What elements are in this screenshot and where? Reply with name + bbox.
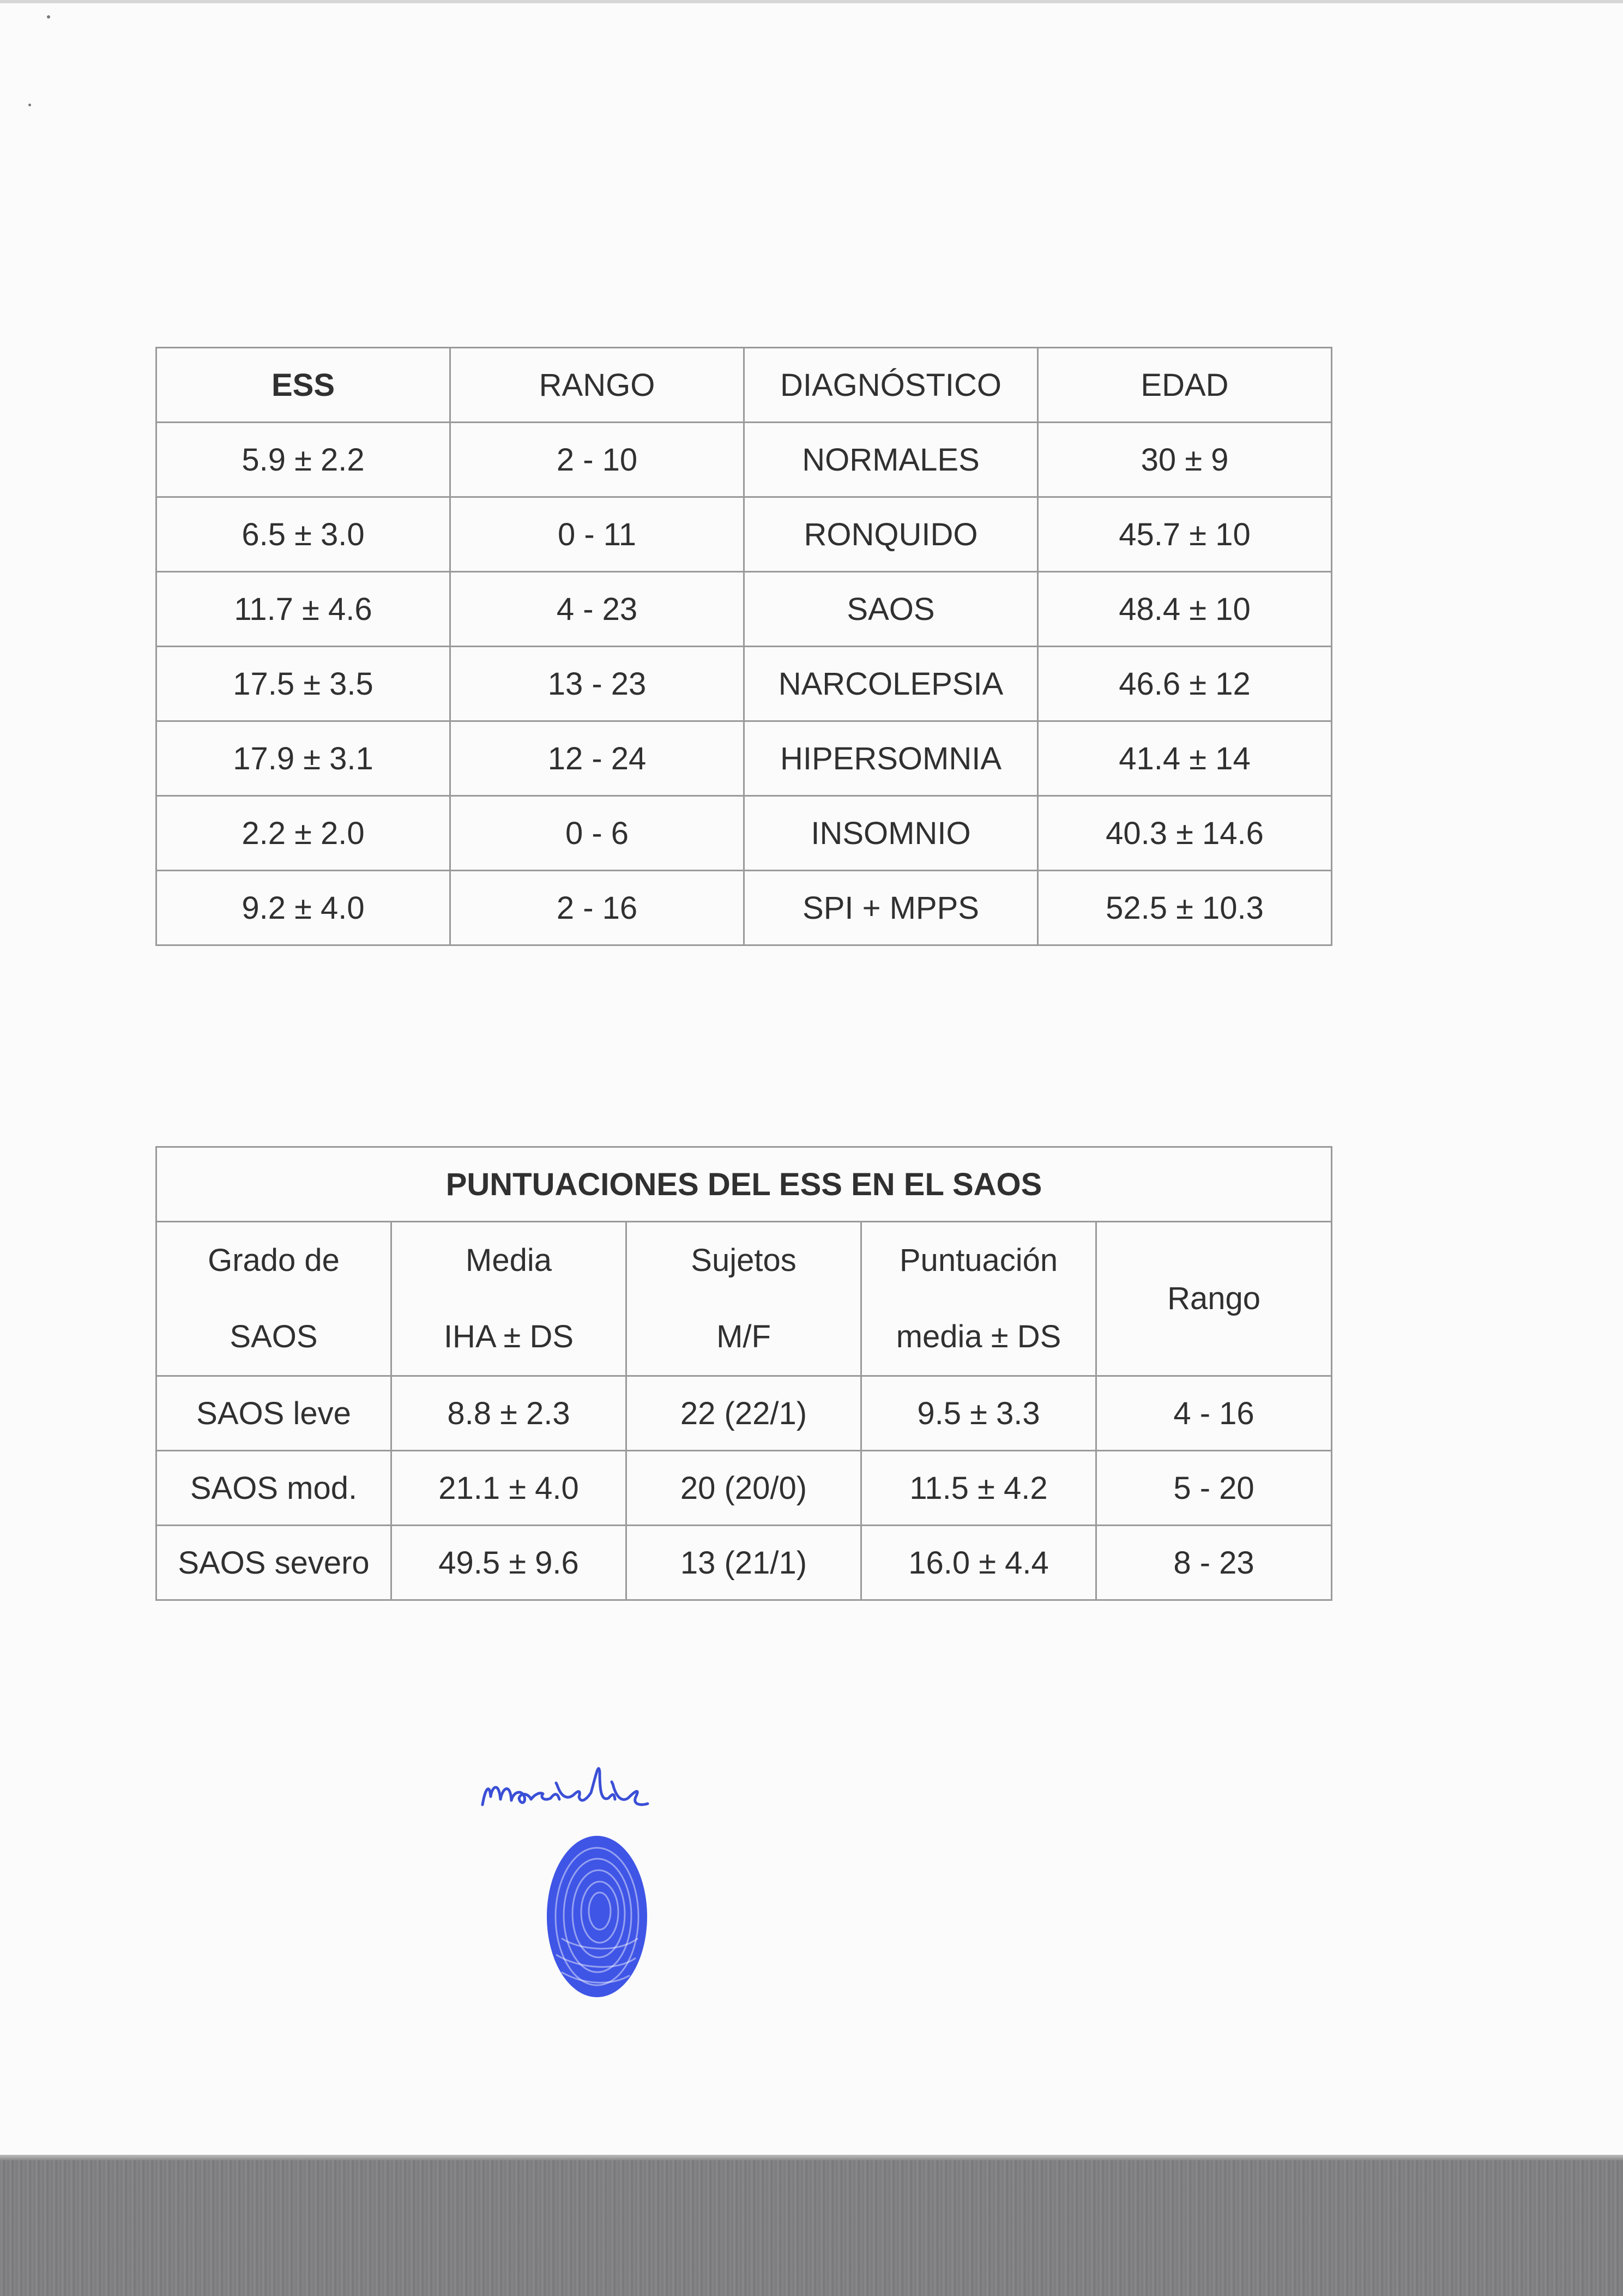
table-row [156, 572, 1332, 647]
ess-header-cell: ESS [156, 348, 450, 423]
age-cell: 48.4 ± 10 [1038, 572, 1332, 647]
ess-table [155, 347, 1332, 946]
header-line: IHA ± DS [443, 1319, 574, 1354]
saos-grade-cell: SAOS mod. [156, 1451, 391, 1526]
diagnosis-cell: NARCOLEPSIA [744, 647, 1038, 721]
saos-header-cell [156, 1222, 391, 1376]
age-cell: 30 ± 9 [1038, 423, 1332, 497]
ess-header-cell: RANGO [450, 348, 744, 423]
iha-cell: 8.8 ± 2.3 [391, 1376, 626, 1451]
ess-value-cell: 6.5 ± 3.0 [156, 497, 450, 572]
header-line: SAOS [230, 1319, 318, 1354]
ess-header-cell: DIAGNÓSTICO [744, 348, 1038, 423]
header-line: Sujetos [691, 1243, 797, 1278]
ess-value-cell: 17.9 ± 3.1 [156, 721, 450, 796]
subjects-cell: 22 (22/1) [626, 1376, 861, 1451]
header-line: Puntuación [899, 1243, 1058, 1278]
ess-table-header-row [156, 348, 1332, 423]
table-row [156, 1451, 1332, 1526]
score-cell: 9.5 ± 3.3 [861, 1376, 1096, 1451]
age-cell: 45.7 ± 10 [1038, 497, 1332, 572]
ess-header-cell: EDAD [1038, 348, 1332, 423]
saos-header-cell [1096, 1222, 1332, 1376]
saos-scores-table [155, 1146, 1332, 1601]
range-cell: 13 - 23 [450, 647, 744, 721]
table-row [156, 647, 1332, 721]
diagnosis-cell: SAOS [744, 572, 1038, 647]
diagnosis-cell: SPI + MPPS [744, 871, 1038, 945]
age-cell: 40.3 ± 14.6 [1038, 796, 1332, 871]
range-cell: 0 - 11 [450, 497, 744, 572]
header-line: Grado de [208, 1243, 340, 1278]
age-cell: 41.4 ± 14 [1038, 721, 1332, 796]
ess-value-cell: 11.7 ± 4.6 [156, 572, 450, 647]
scan-speck [28, 104, 31, 106]
saos-header-cell [861, 1222, 1096, 1376]
table-row [156, 423, 1332, 497]
scan-bottom-edge [0, 2155, 1623, 2296]
ess-value-cell: 2.2 ± 2.0 [156, 796, 450, 871]
ess-value-cell: 5.9 ± 2.2 [156, 423, 450, 497]
header-line: M/F [716, 1319, 771, 1354]
header-line: Media [466, 1243, 552, 1278]
saos-table-title: PUNTUACIONES DEL ESS EN EL SAOS [156, 1147, 1332, 1222]
fingerprint [540, 1829, 654, 2004]
diagnosis-cell: HIPERSOMNIA [744, 721, 1038, 796]
table-row [156, 1526, 1332, 1600]
subjects-cell: 13 (21/1) [626, 1526, 861, 1600]
range-cell: 5 - 20 [1096, 1451, 1332, 1526]
score-cell: 11.5 ± 4.2 [861, 1451, 1096, 1526]
header-line: Rango [1167, 1281, 1260, 1316]
range-cell: 4 - 16 [1096, 1376, 1332, 1451]
table-row [156, 796, 1332, 871]
range-cell: 4 - 23 [450, 572, 744, 647]
range-cell: 8 - 23 [1096, 1526, 1332, 1600]
iha-cell: 49.5 ± 9.6 [391, 1526, 626, 1600]
range-cell: 12 - 24 [450, 721, 744, 796]
handwritten-signature [474, 1745, 692, 1827]
table-row [156, 721, 1332, 796]
range-cell: 2 - 16 [450, 871, 744, 945]
saos-table-header-row [156, 1222, 1332, 1376]
saos-header-cell [626, 1222, 861, 1376]
score-cell: 16.0 ± 4.4 [861, 1526, 1096, 1600]
diagnosis-cell: RONQUIDO [744, 497, 1038, 572]
scan-speck [47, 15, 50, 19]
saos-header-cell [391, 1222, 626, 1376]
saos-grade-cell: SAOS severo [156, 1526, 391, 1600]
saos-table-title-row [156, 1147, 1332, 1222]
table-row [156, 1376, 1332, 1451]
table-row [156, 497, 1332, 572]
header-line: media ± DS [896, 1319, 1061, 1354]
ess-value-cell: 9.2 ± 4.0 [156, 871, 450, 945]
iha-cell: 21.1 ± 4.0 [391, 1451, 626, 1526]
age-cell: 52.5 ± 10.3 [1038, 871, 1332, 945]
range-cell: 0 - 6 [450, 796, 744, 871]
age-cell: 46.6 ± 12 [1038, 647, 1332, 721]
saos-grade-cell: SAOS leve [156, 1376, 391, 1451]
subjects-cell: 20 (20/0) [626, 1451, 861, 1526]
diagnosis-cell: INSOMNIO [744, 796, 1038, 871]
diagnosis-cell: NORMALES [744, 423, 1038, 497]
ess-value-cell: 17.5 ± 3.5 [156, 647, 450, 721]
table-row [156, 871, 1332, 945]
range-cell: 2 - 10 [450, 423, 744, 497]
scan-top-edge [0, 0, 1623, 3]
